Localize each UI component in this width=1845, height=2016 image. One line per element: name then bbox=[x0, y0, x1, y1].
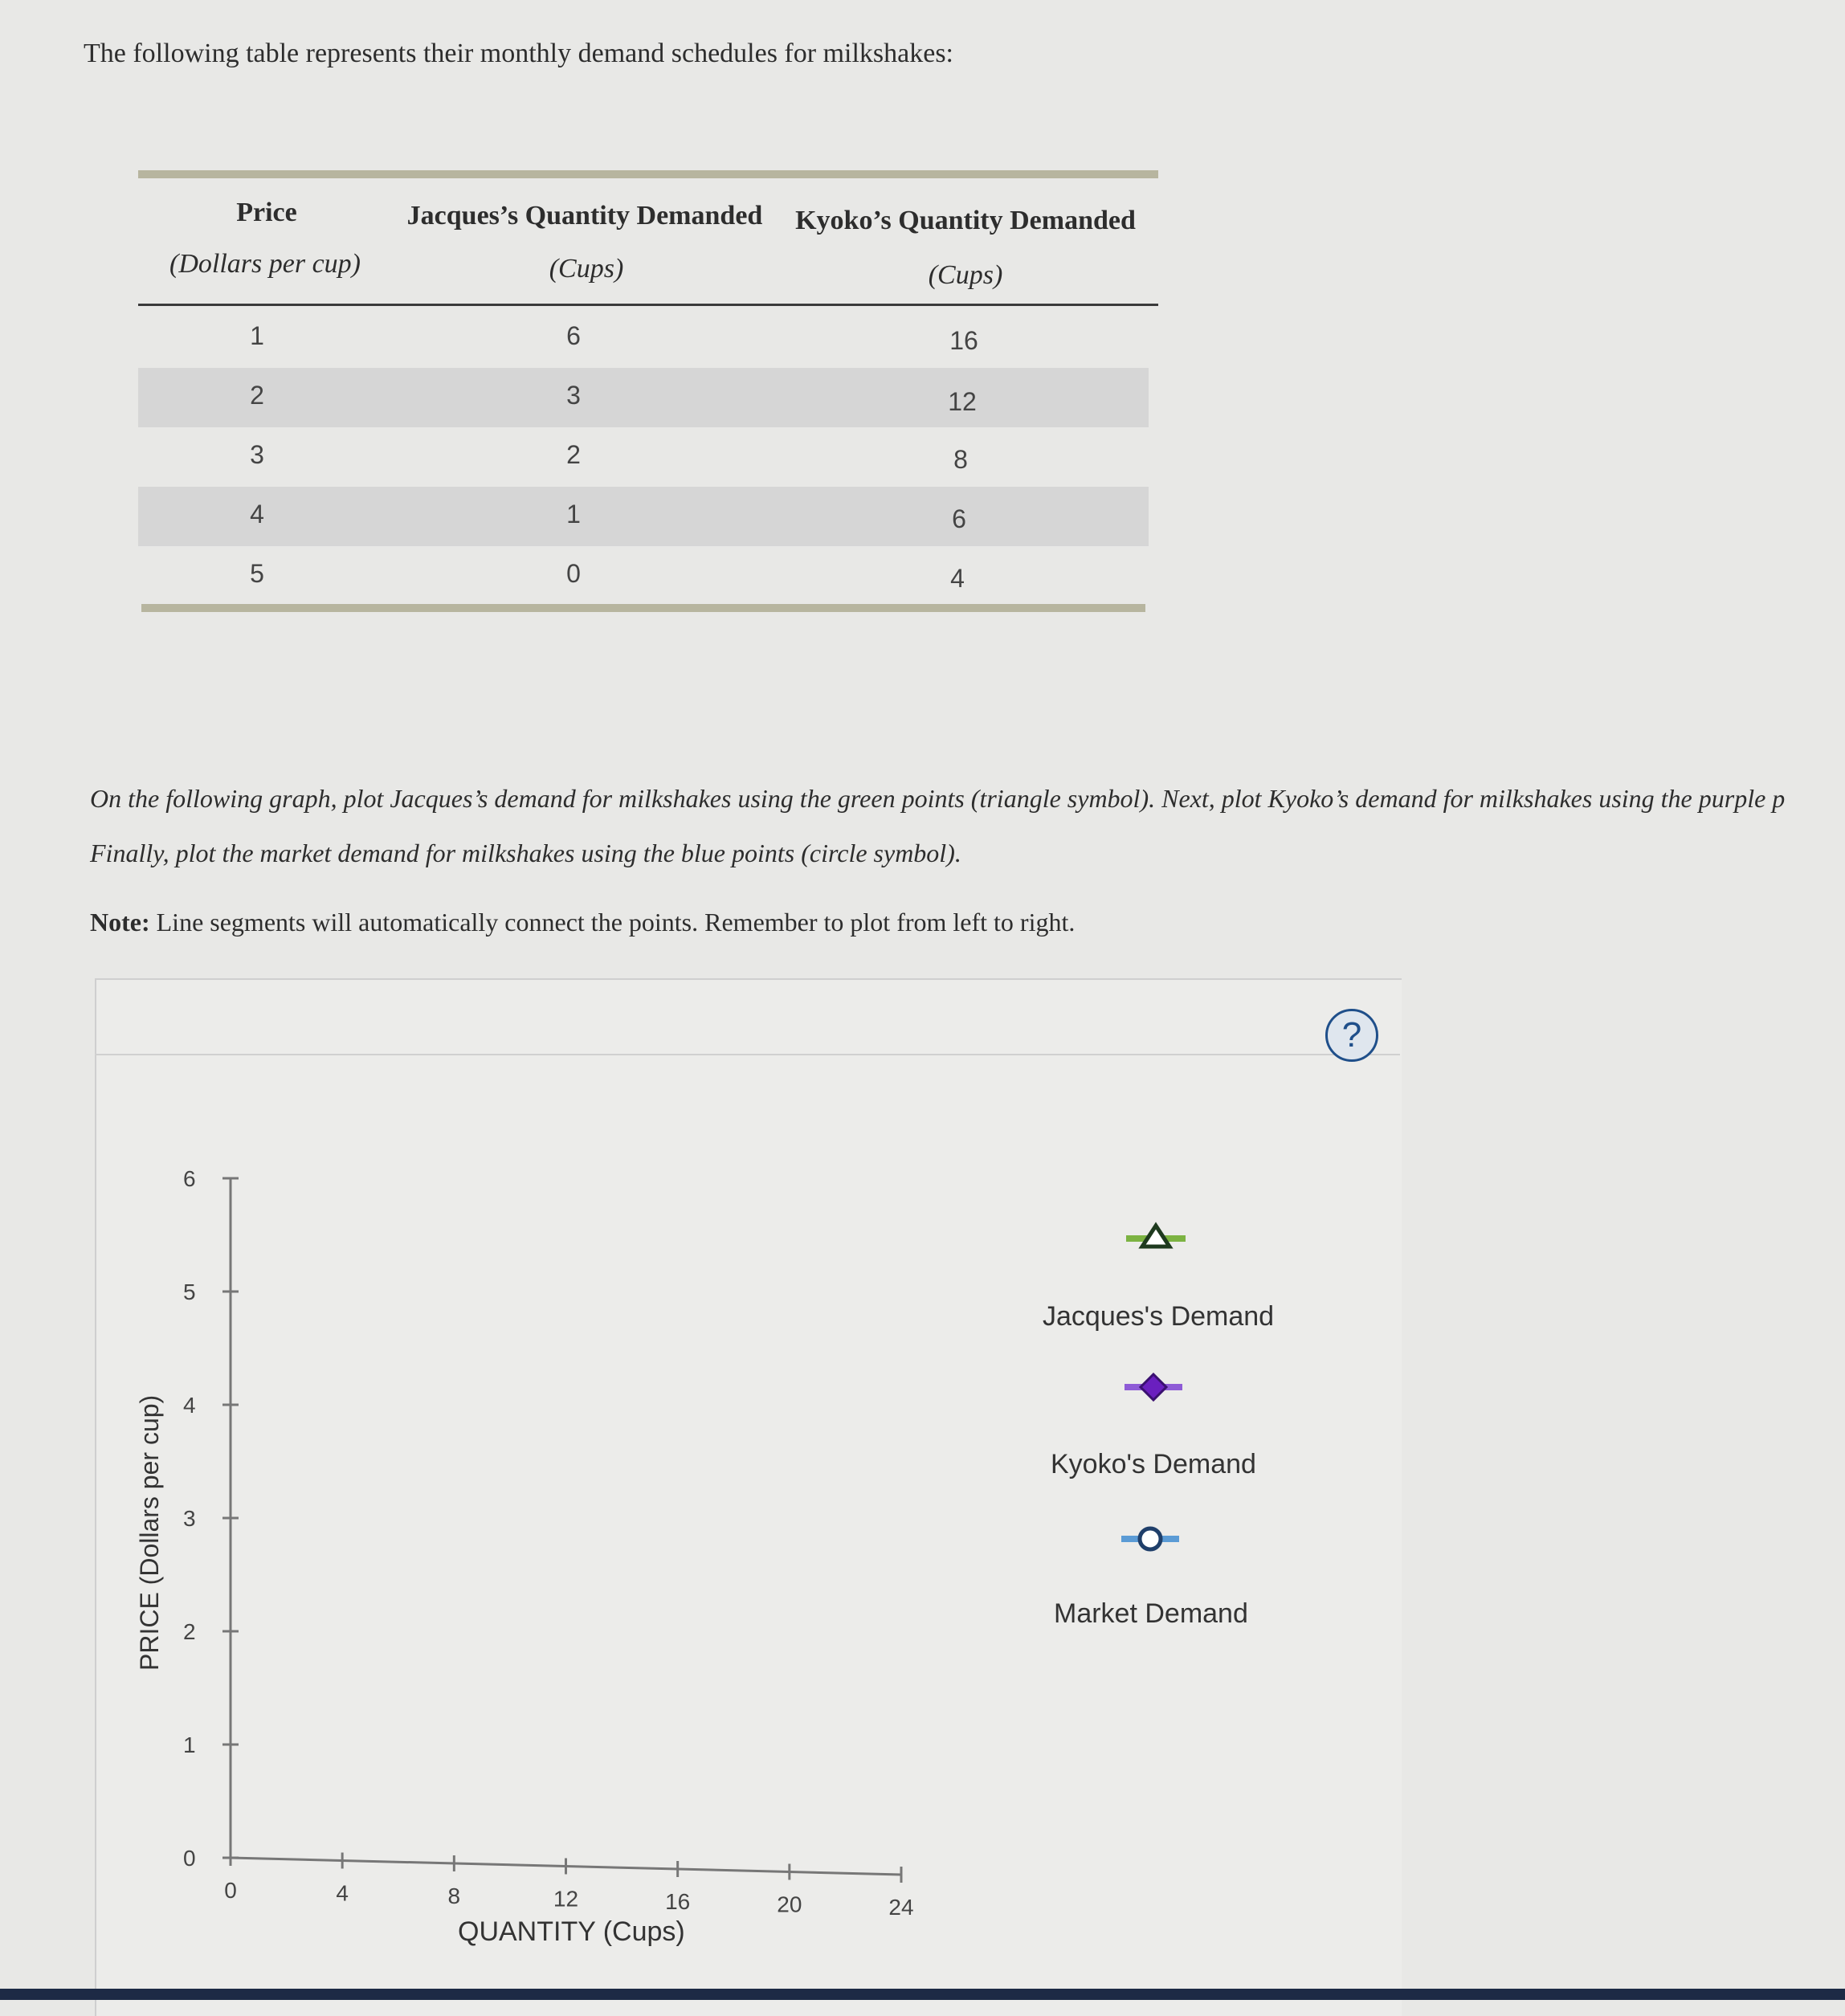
legend-jacques[interactable] bbox=[1126, 1226, 1186, 1247]
jacques-cell: 1 bbox=[566, 500, 581, 528]
legend-market-label: Market Demand bbox=[1054, 1598, 1248, 1629]
y-tick-label: 1 bbox=[183, 1732, 196, 1757]
instructions-line-1: On the following graph, plot Jacques’s demand for milkshakes using the green points (triangle symbol). Next, plot Kyoko’s demand for milkshakes using the purple p bbox=[90, 784, 1786, 813]
header-jacques-unit: (Cups) bbox=[549, 254, 624, 284]
axes bbox=[231, 1178, 901, 1875]
header-jacques: Jacques’s Quantity Demanded bbox=[406, 201, 763, 231]
y-tick-label: 6 bbox=[183, 1166, 196, 1191]
y-tick-label: 0 bbox=[183, 1846, 196, 1871]
kyoko-cell: 6 bbox=[952, 504, 966, 533]
price-cell: 4 bbox=[250, 500, 264, 528]
x-tick-label: 4 bbox=[336, 1880, 349, 1906]
x-tick-label: 24 bbox=[888, 1895, 914, 1920]
header-price: Price bbox=[236, 198, 297, 227]
legend-kyoko-label: Kyoko's Demand bbox=[1051, 1449, 1256, 1479]
legend-market[interactable] bbox=[1121, 1528, 1179, 1549]
price-cell: 2 bbox=[250, 381, 264, 410]
y-axis-label: PRICE (Dollars per cup) bbox=[135, 1394, 164, 1671]
intro-text: The following table represents their monthly demand schedules for milkshakes: bbox=[84, 39, 954, 68]
header-kyoko: Kyoko’s Quantity Demanded bbox=[795, 206, 1136, 235]
x-tick-label: 16 bbox=[665, 1889, 691, 1914]
price-cell: 5 bbox=[250, 559, 264, 588]
header-kyoko-unit: (Cups) bbox=[928, 260, 1003, 290]
y-tick-label: 5 bbox=[183, 1279, 196, 1304]
jacques-cell: 0 bbox=[566, 559, 581, 588]
taskbar bbox=[0, 1989, 1845, 2000]
instructions-line-2: Finally, plot the market demand for milkshakes using the blue points (circle symbol). bbox=[90, 839, 961, 867]
x-tick-label: 12 bbox=[553, 1886, 579, 1912]
legend-jacques-label: Jacques's Demand bbox=[1043, 1301, 1275, 1332]
diamond-icon bbox=[1141, 1374, 1166, 1400]
note-label: Note: bbox=[90, 908, 150, 937]
x-tick-label: 8 bbox=[447, 1883, 461, 1908]
price-cell: 1 bbox=[250, 321, 264, 350]
legend-kyoko[interactable] bbox=[1125, 1374, 1182, 1400]
x-axis-label: QUANTITY (Cups) bbox=[458, 1916, 685, 1947]
kyoko-cell: 8 bbox=[953, 445, 968, 474]
y-tick-label: 2 bbox=[183, 1619, 196, 1644]
circle-icon bbox=[1140, 1528, 1161, 1549]
jacques-cell: 2 bbox=[566, 440, 581, 469]
kyoko-cell: 4 bbox=[950, 564, 965, 593]
y-tick-label: 4 bbox=[183, 1393, 196, 1418]
header-price-unit: (Dollars per cup) bbox=[169, 249, 361, 279]
jacques-cell: 3 bbox=[566, 381, 581, 410]
x-tick-label: 0 bbox=[224, 1878, 237, 1903]
kyoko-cell: 12 bbox=[948, 387, 977, 416]
note-text: Line segments will automatically connect the points. Remember to plot from left to right. bbox=[149, 908, 1076, 937]
price-cell: 3 bbox=[250, 440, 264, 469]
help-icon[interactable]: ? bbox=[1325, 1009, 1378, 1062]
y-tick-label: 3 bbox=[183, 1506, 196, 1531]
jacques-cell: 6 bbox=[566, 321, 581, 350]
x-tick-label: 20 bbox=[777, 1892, 802, 1917]
kyoko-cell: 16 bbox=[949, 326, 978, 355]
legend bbox=[1121, 1226, 1186, 1549]
